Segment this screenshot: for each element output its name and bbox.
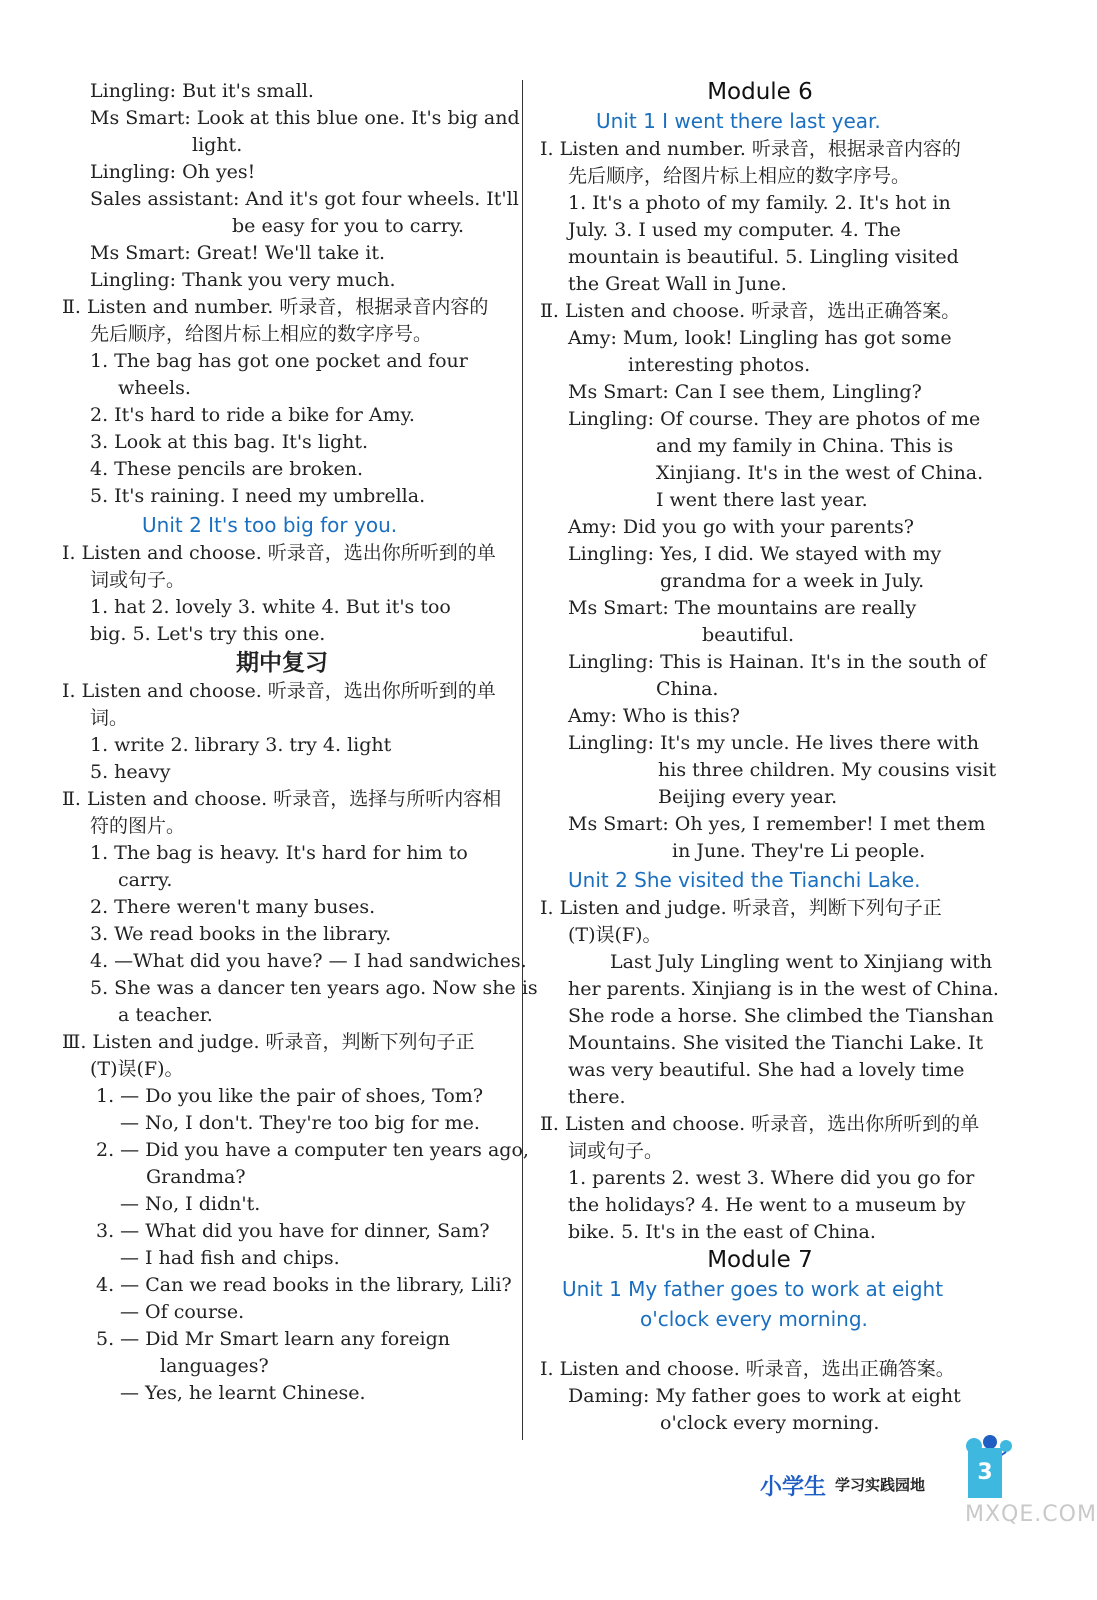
section-heading: Ⅰ. Listen and number. 听录音，根据录音内容的	[540, 138, 961, 160]
text-line: 4. —What did you have? — I had sandwiches.	[90, 950, 527, 972]
text-line: Beijing every year.	[658, 786, 838, 808]
brand-subtitle: 学习实践园地	[835, 1476, 926, 1494]
text-line: Lingling: It's my uncle. He lives there with	[568, 732, 980, 754]
text-line: languages?	[160, 1355, 269, 1377]
text-line: (T)误(F)。	[90, 1058, 184, 1080]
text-line: 2. There weren't many buses.	[90, 896, 376, 918]
spacer	[540, 1334, 980, 1356]
text-line: a teacher.	[118, 1004, 213, 1026]
unit-heading: Unit 2 She visited the Tianchi Lake.	[568, 868, 921, 892]
text-line: wheels.	[118, 377, 191, 399]
text-line: Amy: Mum, look! Lingling has got some	[568, 327, 952, 349]
section-heading: Ⅰ. Listen and choose. 听录音，选出你所听到的单	[62, 680, 496, 702]
text-line: Ms Smart: Look at this blue one. It's big and	[90, 107, 520, 129]
page-number: 3	[968, 1448, 1002, 1498]
text-line: — Of course.	[120, 1301, 245, 1323]
text-line: 3. We read books in the library.	[90, 923, 392, 945]
text-line: the holidays? 4. He went to a museum by	[568, 1194, 966, 1216]
text-line: 5. — Did Mr Smart learn any foreign	[96, 1328, 451, 1350]
text-line: 2. It's hard to ride a bike for Amy.	[90, 404, 415, 426]
text-line: beautiful.	[702, 624, 795, 646]
text-line: Lingling: Yes, I did. We stayed with my	[568, 543, 942, 565]
text-line: Amy: Who is this?	[568, 705, 740, 727]
review-heading: 期中复习	[236, 650, 328, 676]
text-line: Amy: Did you go with your parents?	[568, 516, 914, 538]
page-footer	[760, 1440, 1097, 1527]
section-heading: Ⅱ. Listen and choose. 听录音，选出你所听到的单	[540, 1113, 980, 1135]
section-heading: Ⅰ. Listen and judge. 听录音，判断下列句子正	[540, 897, 942, 919]
text-line: his three children. My cousins visit	[658, 759, 997, 781]
text-line: Lingling: Oh yes!	[90, 161, 256, 183]
unit-heading: o'clock every morning.	[640, 1307, 868, 1331]
text-line: I went there last year.	[656, 489, 868, 511]
text-line: 1. The bag has got one pocket and four	[90, 350, 468, 372]
text-line: 1. — Do you like the pair of shoes, Tom?	[96, 1085, 484, 1107]
text-line: 1. write 2. library 3. try 4. light	[90, 734, 392, 756]
text-line: in June. They're Li people.	[672, 840, 926, 862]
text-line: 3. — What did you have for dinner, Sam?	[96, 1220, 490, 1242]
column-divider	[522, 80, 523, 1440]
section-heading: Ⅰ. Listen and choose. 听录音，选出你所听到的单	[62, 542, 496, 564]
section-heading: Ⅱ. Listen and choose. 听录音，选择与所听内容相	[62, 788, 502, 810]
text-line: Grandma?	[146, 1166, 246, 1188]
text-line: mountain is beautiful. 5. Lingling visited	[568, 246, 959, 268]
text-line: She rode a horse. She climbed the Tianshan	[568, 1005, 994, 1027]
text-line: there.	[568, 1086, 626, 1108]
text-line: bike. 5. It's in the east of China.	[568, 1221, 876, 1243]
text-line: 3. Look at this bag. It's light.	[90, 431, 369, 453]
text-line: Lingling: Of course. They are photos of me	[568, 408, 981, 430]
text-line: 5. It's raining. I need my umbrella.	[90, 485, 426, 507]
text-line: her parents. Xinjiang is in the west of China.	[568, 978, 999, 1000]
text-line: interesting photos.	[628, 354, 811, 376]
text-line: 1. It's a photo of my family. 2. It's hot in	[568, 192, 951, 214]
text-line: 4. These pencils are broken.	[90, 458, 363, 480]
unit-heading: Unit 2 It's too big for you.	[142, 513, 398, 537]
section-heading: Ⅱ. Listen and choose. 听录音，选出正确答案。	[540, 300, 961, 322]
text-line: (T)误(F)。	[568, 924, 662, 946]
text-line: Daming: My father goes to work at eight	[568, 1385, 961, 1407]
section-heading: Ⅲ. Listen and judge. 听录音，判断下列句子正	[62, 1031, 475, 1053]
text-line: July. 3. I used my computer. 4. The	[568, 219, 901, 241]
text-line: 1. parents 2. west 3. Where did you go for	[568, 1167, 975, 1189]
text-line: Xinjiang. It's in the west of China.	[656, 462, 984, 484]
text-line: Mountains. She visited the Tianchi Lake. It	[568, 1032, 984, 1054]
text-line: Ms Smart: Can I see them, Lingling?	[568, 381, 922, 403]
text-line: Sales assistant: And it's got four wheels. It'll	[90, 188, 519, 210]
text-line: 1. The bag is heavy. It's hard for him to	[90, 842, 468, 864]
text-line: grandma for a week in July.	[660, 570, 925, 592]
text-line: carry.	[118, 869, 173, 891]
text-line: 5. She was a dancer ten years ago. Now she is	[90, 977, 538, 999]
text-line: 词或句子。	[568, 1140, 664, 1162]
text-line: 先后顺序，给图片标上相应的数字序号。	[568, 165, 911, 187]
text-line: China.	[656, 678, 719, 700]
text-line: was very beautiful. She had a lovely time	[568, 1059, 965, 1081]
text-line: Ms Smart: Oh yes, I remember! I met them	[568, 813, 986, 835]
text-line: the Great Wall in June.	[568, 273, 787, 295]
text-line: o'clock every morning.	[660, 1412, 880, 1434]
text-line: 符的图片。	[90, 815, 186, 837]
unit-heading: Unit 1 I went there last year.	[596, 109, 881, 133]
text-line: — No, I didn't.	[120, 1193, 261, 1215]
module-heading: Module 6	[707, 79, 813, 105]
text-line: 5. heavy	[90, 761, 171, 783]
text-line: Ms Smart: The mountains are really	[568, 597, 917, 619]
text-line: Lingling: Thank you very much.	[90, 269, 396, 291]
text-line: — I had fish and chips.	[120, 1247, 340, 1269]
left-column	[62, 78, 538, 1407]
text-line: 4. — Can we read books in the library, Lili?	[96, 1274, 512, 1296]
text-line: be easy for you to carry.	[232, 215, 465, 237]
text-line: 先后顺序，给图片标上相应的数字序号。	[90, 323, 433, 345]
text-line: 2. — Did you have a computer ten years ago,	[96, 1139, 529, 1161]
text-line: 1. hat 2. lovely 3. white 4. But it's too	[90, 596, 451, 618]
right-column	[540, 78, 999, 1437]
text-line: 词或句子。	[90, 569, 186, 591]
section-heading: Ⅰ. Listen and choose. 听录音，选出正确答案。	[540, 1358, 955, 1380]
text-line: — Yes, he learnt Chinese.	[120, 1382, 366, 1404]
unit-heading: Unit 1 My father goes to work at eight	[562, 1277, 944, 1301]
text-line: big. 5. Let's try this one.	[90, 623, 326, 645]
text-line: Lingling: This is Hainan. It's in the south of	[568, 651, 987, 673]
text-line: — No, I don't. They're too big for me.	[120, 1112, 480, 1134]
text-line: Last July Lingling went to Xinjiang with	[610, 951, 993, 973]
section-heading: Ⅱ. Listen and number. 听录音，根据录音内容的	[62, 296, 489, 318]
module-heading: Module 7	[707, 1247, 813, 1273]
watermark-text: MXQE.COM	[965, 1502, 1097, 1527]
text-line: Ms Smart: Great! We'll take it.	[90, 242, 386, 264]
text-line: Lingling: But it's small.	[90, 80, 314, 102]
brand-title: 小学生	[760, 1475, 827, 1500]
text-line: light.	[192, 134, 243, 156]
text-line: and my family in China. This is	[656, 435, 954, 457]
text-line: 词。	[90, 707, 129, 729]
